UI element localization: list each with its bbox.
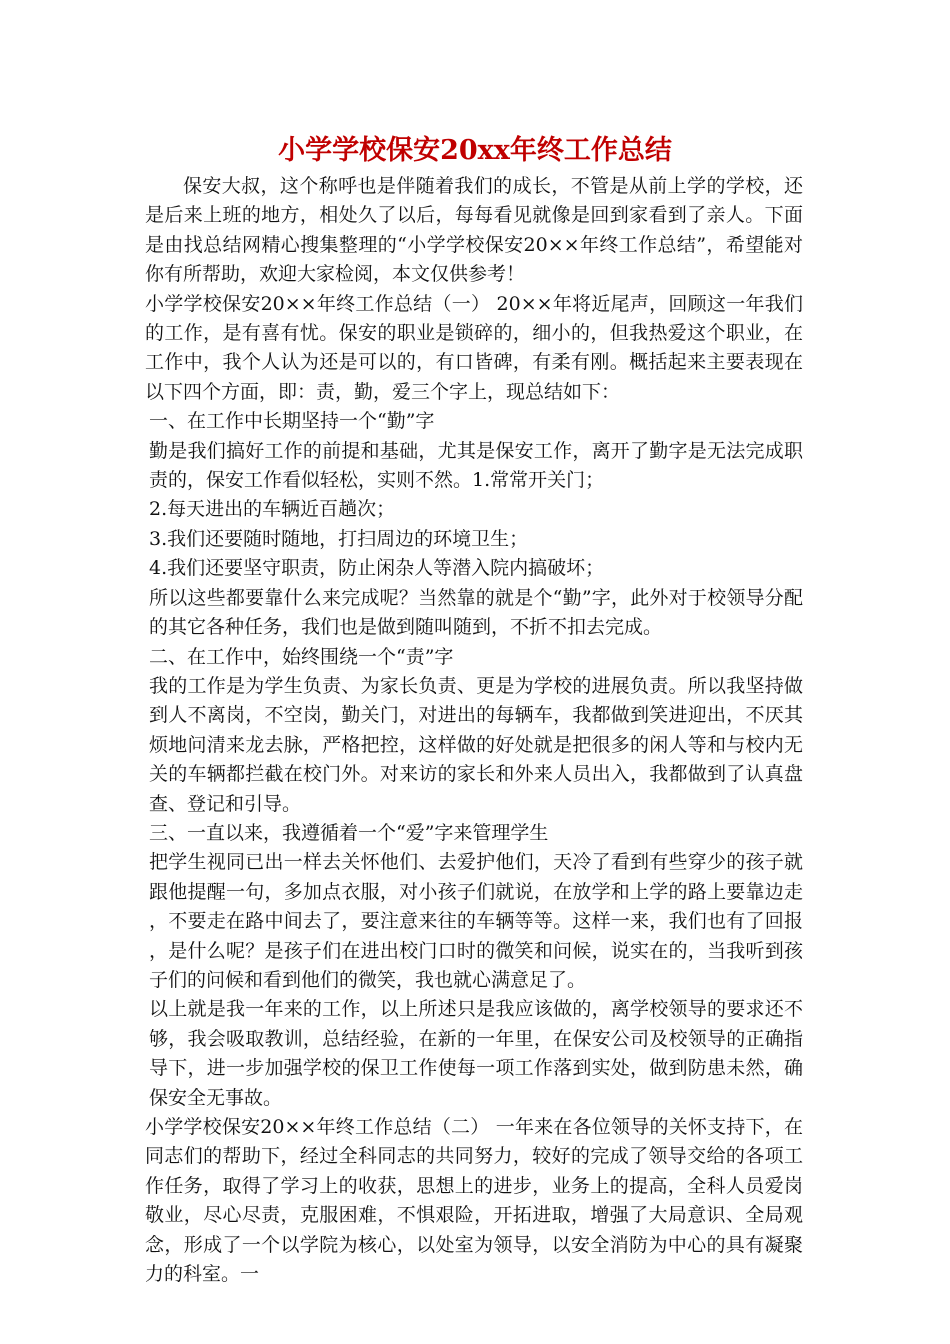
list-item-cleaning: 3.我们还要随时随地，打扫周边的环境卫生； — [149, 527, 529, 550]
section-heading-diligence: 一、在工作中长期坚持一个“勤”字 — [149, 410, 435, 433]
paragraph-intro: 保安大叔，这个称呼也是伴随着我们的成长，不管是从前上学的学校，还是后来上班的地方，相处久了以后，每每看见就像是回到家看到了亲人。下面是由找总结网精心搜集整理的“小学学校保安20××年终工作总结”，希望能对你有所帮助，欢迎大家检阅，本文仅供参考！ — [145, 175, 803, 286]
section-heading-responsibility: 二、在工作中，始终围绕一个“责”字 — [149, 645, 454, 668]
paragraph-summary-two-opening: 小学学校保安20××年终工作总结（二） 一年来在各位领导的关怀支持下，在同志们的帮助下，经过全科同志的共同努力，较好的完成了领导交给的各项工作任务，取得了学习上的收获，思想上的进步，业务上的提高，全科人员爱岗敬业，尽心尽责，克服困难，不惧艰险，开拓进取，增强了大局意识、全局观念，形成了一个以学院为核心，以处室为领导，以安全消防为中心的具有凝聚力的科室。一 — [145, 1116, 803, 1286]
paragraph-closing: 以上就是我一年来的工作，以上所述只是我应该做的，离学校领导的要求还不够，我会吸取教训，总结经验，在新的一年里，在保安公司及校领导的正确指导下，进一步加强学校的保卫工作使每一项工作落到实处，做到防患未然，确保安全无事故。 — [149, 998, 803, 1109]
section-heading-love: 三、一直以来，我遵循着一个“爱”字来管理学生 — [149, 821, 549, 844]
document-body — [145, 172, 803, 1289]
paragraph-summary-one-opening: 小学学校保安20××年终工作总结（一） 20××年将近尾声，回顾这一年我们的工作，是有喜有忧。保安的职业是锁碎的，细小的，但我热爱这个职业，在工作中，我个人认为还是可以的，有口皆碑，有柔有刚。概括起来主要表现在以下四个方面，即：责，勤，爱三个字上，现总结如下： — [145, 292, 803, 403]
paragraph-diligence: 勤是我们搞好工作的前提和基础，尤其是保安工作，离开了勤字是无法完成职责的，保安工作看似轻松，实则不然。1.常常开关门； — [149, 439, 803, 492]
paragraph-love: 把学生视同已出一样去关怀他们、去爱护他们，天冷了看到有些穿少的孩子就跟他提醒一句，多加点衣服，对小孩子们就说，在放学和上学的路上要靠边走，不要走在路中间去了，要注意来往的车辆等等。这样一来，我们也有了回报，是什么呢？是孩子们在进出校门口时的微笑和问候，说实在的，当我听到孩子们的问候和看到他们的微笑，我也就心满意足了。 — [149, 851, 803, 991]
list-item-vehicles: 2.每天进出的车辆近百趟次； — [149, 498, 396, 521]
list-item-guarding: 4.我们还要坚守职责，防止闲杂人等潜入院内搞破坏； — [149, 557, 605, 580]
paragraph-responsibility: 我的工作是为学生负责、为家长负责、更是为学校的进展负责。所以我坚持做到人不离岗，不空岗，勤关门，对进出的每辆车，我都做到笑进迎出，不厌其烦地问清来龙去脉，严格把控，这样做的好处就是把很多的闲人等和与校内无关的车辆都拦截在校门外。对来访的家长和外来人员出入，我都做到了认真盘查、登记和引导。 — [149, 674, 803, 815]
paragraph-diligence-conclusion: 所以这些都要靠什么来完成呢？当然靠的就是个“勤”字，此外对于校领导分配的其它各种任务，我们也是做到随叫随到，不折不扣去完成。 — [149, 586, 803, 639]
document-title: 小学学校保安20xx年终工作总结 — [278, 135, 672, 166]
